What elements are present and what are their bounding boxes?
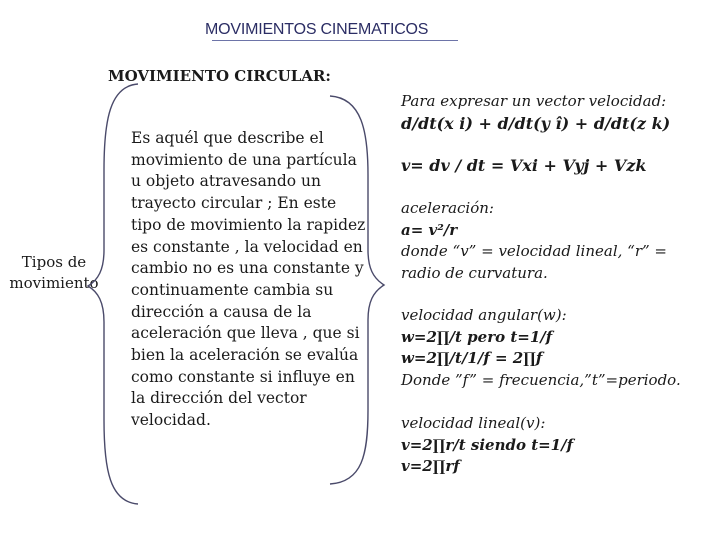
linear-velocity-formula2: v=2∏rf bbox=[401, 457, 460, 476]
velocity-components-formula: v= dv / dt = Vxi + Vyj + Vzk bbox=[401, 156, 647, 175]
description-paragraph: Es aquél que describe el movimiento de una partícula u objeto atravesando un trayecto circular ; En este tipo de movimiento la rapidez es constante , la velocidad en cambio no es una constante y continuamente cambia su dirección a causa de la aceleración que lleva , que si bien la aceleración se evalúa como constante si influye en la dirección del vector velocidad. bbox=[131, 129, 366, 430]
page-title: MOVIMIENTOS CINEMATICOS bbox=[205, 21, 429, 38]
angular-velocity-heading: velocidad angular(w): bbox=[401, 306, 567, 324]
angular-velocity-block bbox=[401, 305, 681, 391]
linear-velocity-heading: velocidad lineal(v): bbox=[401, 414, 546, 432]
velocity-vector-block bbox=[401, 91, 670, 134]
acceleration-note-line1: donde “v” = velocidad lineal, “r” = bbox=[401, 242, 668, 261]
acceleration-heading: aceleración: bbox=[401, 199, 494, 217]
acceleration-block bbox=[401, 198, 667, 284]
angular-velocity-note: Donde ”f” = frecuencia,”t”=periodo. bbox=[401, 370, 681, 389]
acceleration-note-line2: radio de curvatura. bbox=[401, 263, 548, 282]
category-label-line1: Tipos de bbox=[21, 253, 87, 271]
title-underline bbox=[212, 40, 458, 41]
velocity-vector-intro: Para expresar un vector velocidad: bbox=[401, 92, 667, 110]
linear-velocity-block bbox=[401, 413, 573, 478]
category-label-line2: movimiento bbox=[9, 274, 99, 292]
category-label bbox=[6, 252, 102, 294]
description-text bbox=[131, 128, 369, 432]
angular-velocity-formula2: w=2∏/t/1/f = 2∏f bbox=[401, 349, 543, 368]
section-heading: MOVIMIENTO CIRCULAR: bbox=[108, 67, 331, 85]
velocity-components-block bbox=[401, 155, 646, 177]
linear-velocity-formula1: v=2∏r/t siendo t=1/f bbox=[401, 435, 574, 454]
angular-velocity-formula1: w=2∏/t pero t=1/f bbox=[401, 327, 553, 346]
acceleration-formula: a= v²/r bbox=[401, 220, 458, 239]
velocity-vector-formula: d/dt(x i) + d/dt(y î) + d/dt(z k) bbox=[401, 113, 671, 133]
